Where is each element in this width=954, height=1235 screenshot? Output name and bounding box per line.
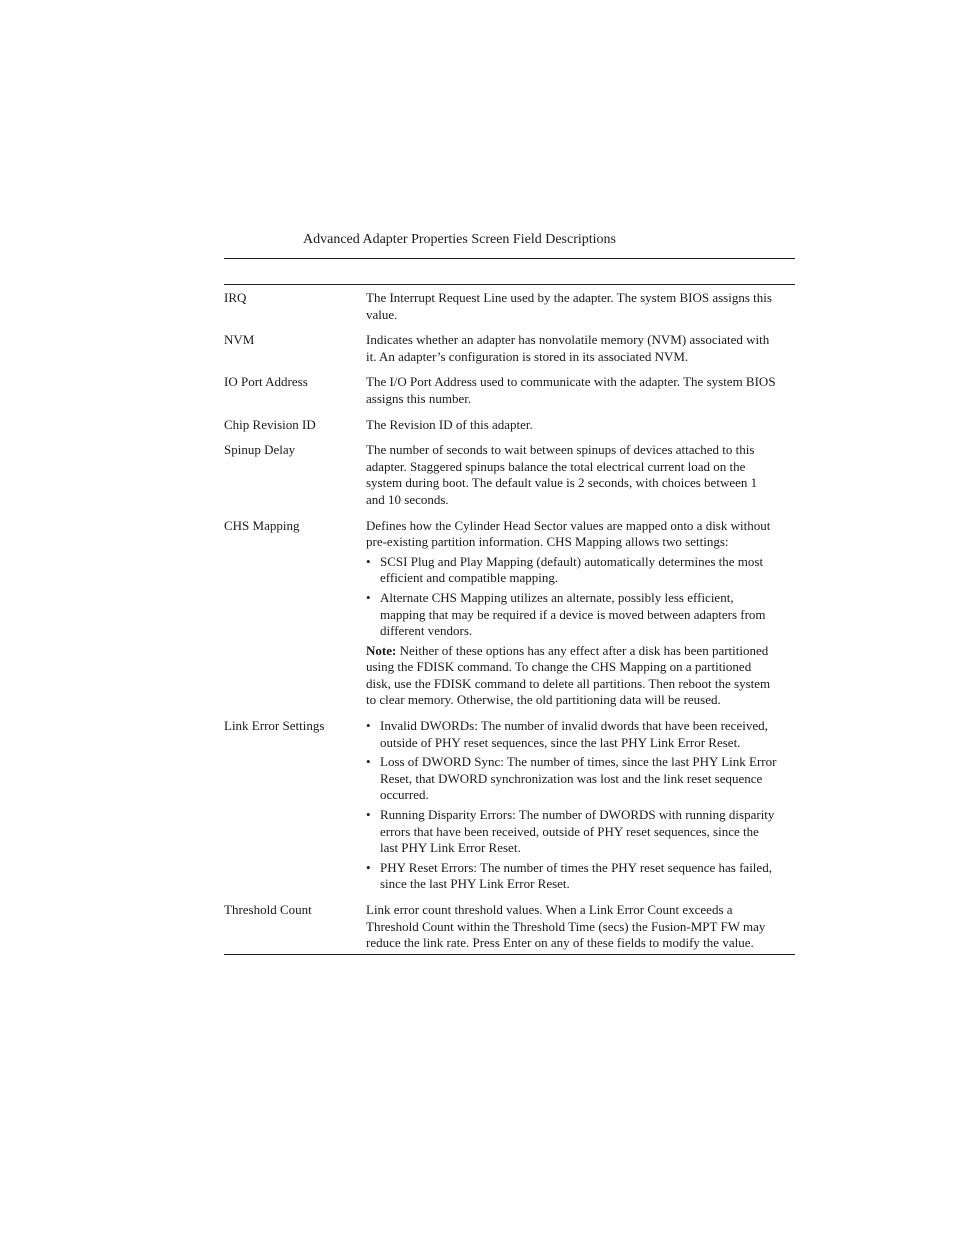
table-row [224, 518, 795, 710]
list-item: • Running Disparity Errors: The number of DWORDS with running disparity errors that have been received, outside of PHY reset sequences, since the last PHY Link Error Reset. [366, 807, 778, 857]
field-name: Spinup Delay [224, 442, 296, 458]
bullet-list [366, 554, 778, 640]
table-row [224, 442, 795, 508]
field-description [366, 518, 778, 710]
field-description [366, 417, 778, 434]
description-text: The I/O Port Address used to communicate with the adapter. The system BIOS assigns this number. [366, 374, 776, 406]
list-item: • SCSI Plug and Play Mapping (default) automatically determines the most efficient and compatible mapping. [366, 554, 778, 587]
field-description [366, 332, 778, 365]
field-name: Threshold Count [224, 902, 312, 917]
description-text: The Interrupt Request Line used by the adapter. The system BIOS assigns this value. [366, 290, 772, 322]
note-text: Neither of these options has any effect after a disk has been partitioned using the FDISK command. To change the CHS Mapping on a partitioned disk, use the FDISK command to delete all partitions. Then reboot the system to clear memory. Otherwise, the old partitioning data will be reused. [366, 642, 771, 708]
field-description [366, 374, 778, 407]
table-row [224, 718, 795, 893]
description-text: The Revision ID of this adapter. [366, 416, 533, 432]
field-name: Link Error Settings [224, 718, 325, 734]
table-body [224, 285, 795, 955]
list-item: • Alternate CHS Mapping utilizes an alternate, possibly less efficient, mapping that may be required if a device is moved between adapters from different vendors. [366, 590, 778, 640]
description-text: Defines how the Cylinder Head Sector values are mapped onto a disk without pre-existing partition information. CHS Mapping allows two settings: [366, 517, 771, 550]
field-name: Chip Revision ID [224, 416, 316, 432]
note-label: Note: [366, 642, 397, 658]
description-text: The number of seconds to wait between spinups of devices attached to this adapter. Staggered spinups balance the total electrical current load on the system during boot. The default value is 2 seconds, with choices between 1 and 10 seconds. [366, 442, 758, 507]
field-name: NVM [224, 332, 255, 348]
field-description [366, 718, 778, 893]
table-row [224, 902, 795, 952]
field-name: IRQ [224, 290, 247, 305]
table-caption: Advanced Adapter Properties Screen Field Descriptions [303, 232, 616, 247]
list-item: • Loss of DWORD Sync: The number of times, since the last PHY Link Error Reset, that DWORD synchronization was lost and the link reset sequence occurred. [366, 754, 778, 804]
table-row [224, 417, 795, 434]
description-text: Link error count threshold values. When a Link Error Count exceeds a Threshold Count within the Threshold Time (secs) the Fusion-MPT FW may reduce the link rate. Press Enter on any of these fields to modify the value. [366, 902, 766, 951]
field-description [366, 902, 778, 952]
field-description [366, 290, 778, 323]
field-description-table [224, 258, 795, 955]
field-name: CHS Mapping [224, 517, 300, 533]
table-header-row [224, 259, 795, 285]
table-row [224, 374, 795, 407]
table-row [224, 290, 795, 323]
list-item: • PHY Reset Errors: The number of times the PHY reset sequence has failed, since the last PHY Link Error Reset. [366, 860, 778, 893]
field-name: IO Port Address [224, 374, 308, 390]
table-row [224, 332, 795, 365]
list-item: • Invalid DWORDs: The number of invalid dwords that have been received, outside of PHY reset sequences, since the last PHY Link Error Reset. [366, 718, 778, 751]
bullet-list [366, 718, 778, 893]
field-description [366, 442, 778, 508]
description-text: Indicates whether an adapter has nonvolatile memory (NVM) associated with it. An adapter’s configuration is stored in its associated NVM. [366, 332, 770, 364]
note-paragraph [366, 643, 778, 709]
